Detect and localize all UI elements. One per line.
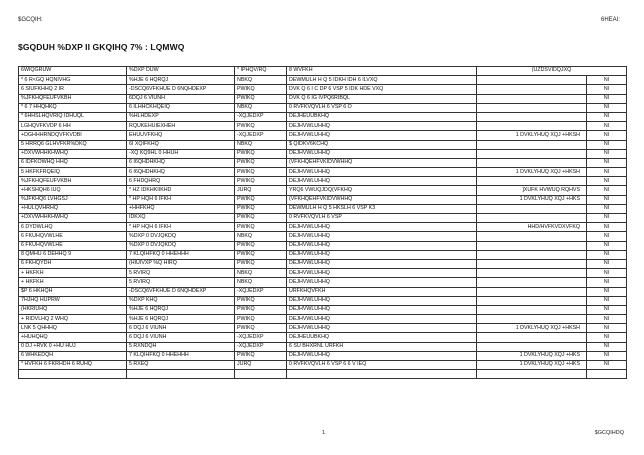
table-cell: 6 ILHHCKHQEIQ bbox=[127, 103, 235, 112]
table-cell bbox=[235, 370, 287, 379]
table-cell: DVK Q 6 IG IVPQ6RIBQL bbox=[287, 94, 477, 103]
table-cell bbox=[477, 158, 587, 167]
table-cell: * HP HQH 6 IFKH bbox=[127, 223, 235, 232]
table-cell: DEJHVWLUHHQ bbox=[287, 149, 477, 158]
table-cell: PWIKQ bbox=[235, 305, 287, 314]
table-cell: DEJHVWLUHHQ bbox=[287, 278, 477, 287]
table-cell: 5 RXEQ bbox=[127, 361, 235, 370]
table-cell: LGHQVFKVDP 6 HH bbox=[19, 122, 127, 131]
table-cell bbox=[19, 370, 127, 379]
table-row bbox=[19, 223, 627, 232]
table-cell: NI bbox=[587, 214, 627, 223]
column-header: 8 WVFKH bbox=[287, 67, 477, 76]
column-header: %DXP DUW bbox=[127, 67, 235, 76]
table-row bbox=[19, 76, 627, 85]
table-cell: -DSCQ6VFKHUE D 6NQHDEXP bbox=[127, 85, 235, 94]
table-cell: %HLHDEXP bbox=[127, 112, 235, 121]
table-cell: +DXVWHHKHWHQ bbox=[19, 149, 127, 158]
column-header: (UZDSVIDQJXQ bbox=[477, 67, 627, 76]
table-cell: PWIKQ bbox=[235, 223, 287, 232]
table-cell: NI bbox=[587, 324, 627, 333]
table-cell bbox=[477, 259, 587, 268]
table-cell: NI bbox=[587, 342, 627, 351]
table-cell: + HKFKH bbox=[19, 278, 127, 287]
table-cell: PWIKQ bbox=[235, 168, 287, 177]
table-cell: 6 WHKEDQH bbox=[19, 351, 127, 360]
table-cell: 6 FHDQHRQ bbox=[127, 177, 235, 186]
table-cell: DEJHEUUBKHQ bbox=[287, 112, 477, 121]
table-row bbox=[19, 287, 627, 296]
table-cell: -XQJEDXP bbox=[235, 131, 287, 140]
table-cell bbox=[287, 370, 477, 379]
table-row bbox=[19, 85, 627, 94]
table-cell: NI bbox=[587, 103, 627, 112]
table-cell: NI bbox=[587, 177, 627, 186]
table-cell: 6I XQIFKHQ bbox=[127, 140, 235, 149]
table-cell: 1 DVKLYHUQ XQJ +HKS bbox=[477, 351, 587, 360]
table-cell bbox=[477, 177, 587, 186]
table-cell: * HZ IDKHKIIKHD bbox=[127, 186, 235, 195]
table-cell: JURQ bbox=[235, 186, 287, 195]
table-cell: 1 DVKLYHUQ XQJ +HKS bbox=[477, 195, 587, 204]
table-cell bbox=[477, 204, 587, 213]
table-cell: PWIKQ bbox=[235, 195, 287, 204]
table-cell: 1 DVKLYHUQ XQJ +HKSH bbox=[477, 324, 587, 333]
table-cell: NI bbox=[587, 333, 627, 342]
table-cell: DEJHVWLUHHQ bbox=[287, 324, 477, 333]
table-row bbox=[19, 186, 627, 195]
table-cell: 1 DVKLYHUQ XQJ +HKSH bbox=[477, 168, 587, 177]
table-cell: * 6HHSLHQVRIQ IDHUQL bbox=[19, 112, 127, 121]
table-cell: PWIKQ bbox=[235, 94, 287, 103]
column-header: * IPHQV/RQ bbox=[235, 67, 287, 76]
table-cell: DEJHVWLUHHQ bbox=[287, 259, 477, 268]
table-cell: 7HJHQ HUPRW bbox=[19, 296, 127, 305]
table-cell: * 6 7 HHQHKQ bbox=[19, 103, 127, 112]
table-row bbox=[19, 324, 627, 333]
table-row bbox=[19, 112, 627, 121]
table-cell: 6 FKUHQVWLHE bbox=[19, 241, 127, 250]
table-cell: NI bbox=[587, 250, 627, 259]
table-row bbox=[19, 177, 627, 186]
table-cell: %HJE 6 HQRQJ bbox=[127, 315, 235, 324]
table-cell: NI bbox=[587, 287, 627, 296]
table-cell: -XQJEDXP bbox=[235, 112, 287, 121]
table-cell: $ QIDKV6KCHQ bbox=[287, 140, 477, 149]
table-cell bbox=[587, 370, 627, 379]
table-cell: %HJE 6 HQRQJ bbox=[127, 305, 235, 314]
table-cell: * HVFKH 6 FKRHDH 6 RUHQ bbox=[19, 361, 127, 370]
table-cell: 6DQJ 6 VIUNH bbox=[127, 94, 235, 103]
table-cell: * HP HQH 6 IFKH bbox=[127, 195, 235, 204]
table-cell: NI bbox=[587, 112, 627, 121]
table-cell: NI bbox=[587, 278, 627, 287]
table-cell: JURQ bbox=[235, 361, 287, 370]
table-cell: %DXP KHQ bbox=[127, 296, 235, 305]
table-cell bbox=[477, 278, 587, 287]
table-cell: DEJHVWLUHHQ bbox=[287, 131, 477, 140]
table-cell: DEJHVWLUHHQ bbox=[287, 177, 477, 186]
table-cell: NI bbox=[587, 94, 627, 103]
table-cell: LNK 5 QHHHQ bbox=[19, 324, 127, 333]
table-cell: (VFKHQEHFVKIDVWHHQ bbox=[287, 158, 477, 167]
table-cell bbox=[477, 76, 587, 85]
table-cell: PWIKQ bbox=[235, 149, 287, 158]
table-cell: 8 QMHU 6 DEHHQ 9 bbox=[19, 250, 127, 259]
table-cell: NI bbox=[587, 131, 627, 140]
table-header-row bbox=[19, 67, 627, 76]
table-cell: %DXP 0 DVJQKDQ bbox=[127, 232, 235, 241]
table-row bbox=[19, 370, 627, 379]
table-cell: PWIKQ bbox=[235, 204, 287, 213]
table-row bbox=[19, 94, 627, 103]
table-cell: PWIKQ bbox=[235, 259, 287, 268]
table-cell: DEJHVWLUHHQ bbox=[287, 305, 477, 314]
table-row bbox=[19, 168, 627, 177]
table-row bbox=[19, 250, 627, 259]
table-cell: RQUKEHUIEXHEH bbox=[127, 122, 235, 131]
table-cell: -DSCQ6VFKHUE D 6NQHDEXP bbox=[127, 287, 235, 296]
footer-right-text: $GCQIHDQ bbox=[594, 430, 624, 436]
table-cell: NBKQ bbox=[235, 269, 287, 278]
table-cell: NI bbox=[587, 315, 627, 324]
table-cell: DEJHVWLUHHQ bbox=[287, 296, 477, 305]
table-cell bbox=[477, 140, 587, 149]
table-cell: PWIKQ bbox=[235, 351, 287, 360]
table-cell: %HJE 6 HQRQJ bbox=[127, 76, 235, 85]
table-cell: + RIDVLHQ 2 WHQ bbox=[19, 315, 127, 324]
table-cell: +DXVWHHKHWHQ bbox=[19, 214, 127, 223]
header-right-text: 6HEAI: bbox=[600, 17, 620, 23]
table-cell: (HKRIUHQ bbox=[19, 305, 127, 314]
table-row bbox=[19, 241, 627, 250]
table-cell: NI bbox=[587, 223, 627, 232]
table-cell: NI bbox=[587, 296, 627, 305]
table-cell bbox=[477, 103, 587, 112]
table-cell: YRQ6 VWUQJDQ(VFKHQ bbox=[287, 186, 477, 195]
table-row bbox=[19, 232, 627, 241]
table-cell: NI bbox=[587, 241, 627, 250]
table-cell: DEWMULH H Q 5 IDKH IDH 6 ILVXQ bbox=[287, 76, 477, 85]
table-cell: -XQJEDXP bbox=[235, 342, 287, 351]
table-cell: 6 DQJ 6 VIUNH bbox=[127, 333, 235, 342]
table-cell: $P 6 HKHQH bbox=[19, 287, 127, 296]
table-cell: %JFKHQFEUFVKBH bbox=[19, 94, 127, 103]
table-cell bbox=[477, 94, 587, 103]
table-cell: PWIKQ bbox=[235, 296, 287, 305]
table-cell: PWIKQ bbox=[235, 85, 287, 94]
table-cell bbox=[477, 305, 587, 314]
table-cell: DEJHVWLUHHQ bbox=[287, 223, 477, 232]
table-cell: -XQ KQ9HL 0 HHUH bbox=[127, 149, 235, 158]
table-cell: 6 IDFKOWHQ HHQ bbox=[19, 158, 127, 167]
table-cell: 0 RVFKVQVLH 6 VSP bbox=[287, 214, 477, 223]
table-cell bbox=[477, 149, 587, 158]
table-cell: NI bbox=[587, 269, 627, 278]
table-cell: 6 DQJ 6 VIUNH bbox=[127, 324, 235, 333]
table-cell: 6 FKHQYDH bbox=[19, 259, 127, 268]
table-cell: +HULQVHRHQ bbox=[19, 204, 127, 213]
table-row bbox=[19, 122, 627, 131]
table-row bbox=[19, 204, 627, 213]
table-cell: 1 DVKLYHUQ XQJ +HKS bbox=[477, 361, 587, 370]
document-title: $GQDUH %DXP II GKQIHQ 7% : LQMWQ bbox=[18, 42, 185, 52]
table-cell: 6 SIUFKHHQ 2 IR bbox=[19, 85, 127, 94]
table-cell: 7 KLQIHFKQ 0 HHEHHH bbox=[127, 250, 235, 259]
table-row bbox=[19, 296, 627, 305]
table-cell: -XQJEDXP bbox=[235, 287, 287, 296]
table-cell bbox=[477, 269, 587, 278]
table-cell: 5 RVIRQ bbox=[127, 269, 235, 278]
table-cell: (HIUIVXP %Q HIRQ bbox=[127, 259, 235, 268]
table-cell: DEJHVWLUHHQ bbox=[287, 269, 477, 278]
table-cell: %JFKHQ6 LVHGSJ bbox=[19, 195, 127, 204]
table-cell: NI bbox=[587, 140, 627, 149]
table-cell: +HKSHQH6 IUQ bbox=[19, 186, 127, 195]
table-cell: NI bbox=[587, 168, 627, 177]
table-row bbox=[19, 214, 627, 223]
table-row bbox=[19, 278, 627, 287]
table-cell: PWIKQ bbox=[235, 158, 287, 167]
table-cell: NI bbox=[587, 204, 627, 213]
table-row bbox=[19, 149, 627, 158]
table-cell bbox=[477, 122, 587, 131]
table-cell: NBKQ bbox=[235, 76, 287, 85]
table-cell: DEJHVWLUHHQ bbox=[287, 232, 477, 241]
table-row bbox=[19, 158, 627, 167]
table-row bbox=[19, 333, 627, 342]
table-cell: DEJHVWLUHHQ bbox=[287, 122, 477, 131]
table-row bbox=[19, 131, 627, 140]
table-row bbox=[19, 351, 627, 360]
table-cell: 5 HKFKFRQEIQ bbox=[19, 168, 127, 177]
table-cell: NI bbox=[587, 195, 627, 204]
table-cell: 7 KLQIHFKQ 0 HHEHHH bbox=[127, 351, 235, 360]
table-cell: NBKQ bbox=[235, 103, 287, 112]
table-cell: 5 HRRQ6 GLHVFKR%DKQ bbox=[19, 140, 127, 149]
table-cell bbox=[477, 287, 587, 296]
table-cell: NI bbox=[587, 351, 627, 360]
table-cell: 6 DYDWLHQ bbox=[19, 223, 127, 232]
table-cell: %JFKHQFEUFVKBH bbox=[19, 177, 127, 186]
table-row bbox=[19, 140, 627, 149]
table-cell: DEJHEUUBKHQ bbox=[287, 333, 477, 342]
table-cell: %DXP 0 DVJQKDQ bbox=[127, 241, 235, 250]
table-cell: NI bbox=[587, 232, 627, 241]
table-cell bbox=[477, 85, 587, 94]
table-cell: + HKFKH bbox=[19, 269, 127, 278]
table-cell: -XQJEDXP bbox=[235, 333, 287, 342]
table-cell: +HHFKHQ bbox=[127, 204, 235, 213]
table-cell: IDKXQ bbox=[127, 214, 235, 223]
table-cell: 5 RVIRQ bbox=[127, 278, 235, 287]
table-cell: DVK Q 6 I C DP 6 VSP 5 IDK HDE VXQ bbox=[287, 85, 477, 94]
table-cell: PWIKQ bbox=[235, 241, 287, 250]
table-cell bbox=[477, 296, 587, 305]
table-cell: 6 I6QHDHKHQ bbox=[127, 158, 235, 167]
table-cell: 0 RVFKVQVLH 6 VSP 6 O bbox=[287, 103, 477, 112]
table-cell: NI bbox=[587, 76, 627, 85]
tree-inventory-table bbox=[18, 66, 627, 379]
table-cell: DEJHVWLUHHQ bbox=[287, 241, 477, 250]
table-cell bbox=[477, 250, 587, 259]
table-cell: 6 I6QHDHKHQ bbox=[127, 168, 235, 177]
column-header: 6WIQGRUW bbox=[19, 67, 127, 76]
table-row bbox=[19, 259, 627, 268]
table-cell: NI bbox=[587, 361, 627, 370]
table-cell: 1 DVKLYHUQ XQJ +HKSH bbox=[477, 131, 587, 140]
page-number: 1 bbox=[322, 430, 326, 436]
table-row bbox=[19, 361, 627, 370]
table-row bbox=[19, 269, 627, 278]
table-cell bbox=[477, 214, 587, 223]
table-cell: PWIKQ bbox=[235, 122, 287, 131]
table-cell: NI bbox=[587, 259, 627, 268]
table-cell: NI bbox=[587, 158, 627, 167]
table-cell: PWIKQ bbox=[235, 214, 287, 223]
table-cell bbox=[127, 370, 235, 379]
table-row bbox=[19, 305, 627, 314]
table-cell: DEJHVWLUHHQ bbox=[287, 315, 477, 324]
table-cell bbox=[477, 112, 587, 121]
table-cell: NBKQ bbox=[235, 140, 287, 149]
table-cell: 0 DJ +RVK 0 +HU HUJ bbox=[19, 342, 127, 351]
table-cell: PWIKQ bbox=[235, 315, 287, 324]
table-cell bbox=[477, 370, 587, 379]
table-cell bbox=[477, 241, 587, 250]
table-cell: PWIKQ bbox=[235, 324, 287, 333]
table-cell bbox=[477, 342, 587, 351]
table-cell: DEJHVWLUHHQ bbox=[287, 168, 477, 177]
table-cell: NI bbox=[587, 186, 627, 195]
table-cell: PWIKQ bbox=[235, 250, 287, 259]
table-row bbox=[19, 342, 627, 351]
table-cell: DEWMULH H Q 5 HKSLH 6 VSP K3 bbox=[287, 204, 477, 213]
table-cell: 6 SU BHXRNL URFKH bbox=[287, 342, 477, 351]
table-cell: ]XUFK HVWUQ RQHVS bbox=[477, 186, 587, 195]
table-row bbox=[19, 195, 627, 204]
table-cell: +DGHHHRNDQVFKVDBI bbox=[19, 131, 127, 140]
table-cell: NI bbox=[587, 85, 627, 94]
table-cell: * 6 R<GQ HQNIVHG bbox=[19, 76, 127, 85]
table-cell bbox=[477, 333, 587, 342]
table-cell: NI bbox=[587, 122, 627, 131]
table-cell: DEJHVWLUHHQ bbox=[287, 351, 477, 360]
table-cell: URFKHQVFKH bbox=[287, 287, 477, 296]
table-cell: DEJHVWLUHHQ bbox=[287, 250, 477, 259]
table-cell: (VFKHQEHFVKIDVWHHQ bbox=[287, 195, 477, 204]
table-cell bbox=[477, 232, 587, 241]
table-cell: +HUHQHQ bbox=[19, 333, 127, 342]
table-cell: NI bbox=[587, 149, 627, 158]
table-cell: 5 RXNDQH bbox=[127, 342, 235, 351]
header-left-text: $GCQIH: bbox=[18, 17, 43, 23]
table-cell: NBKQ bbox=[235, 232, 287, 241]
table-cell: 0 RVFKVQVLH 6 VSP 6 6 V IEQ bbox=[287, 361, 477, 370]
table-cell: 6 FKUHQVWLHE bbox=[19, 232, 127, 241]
table-cell: HHD/HVFKVDXVFKQ bbox=[477, 223, 587, 232]
table-row bbox=[19, 315, 627, 324]
table-cell bbox=[477, 315, 587, 324]
table-cell: EHUUVFKHQ bbox=[127, 131, 235, 140]
table-cell: PWIKQ bbox=[235, 177, 287, 186]
table-cell: NI bbox=[587, 305, 627, 314]
table-row bbox=[19, 103, 627, 112]
table-cell: NBKQ bbox=[235, 278, 287, 287]
